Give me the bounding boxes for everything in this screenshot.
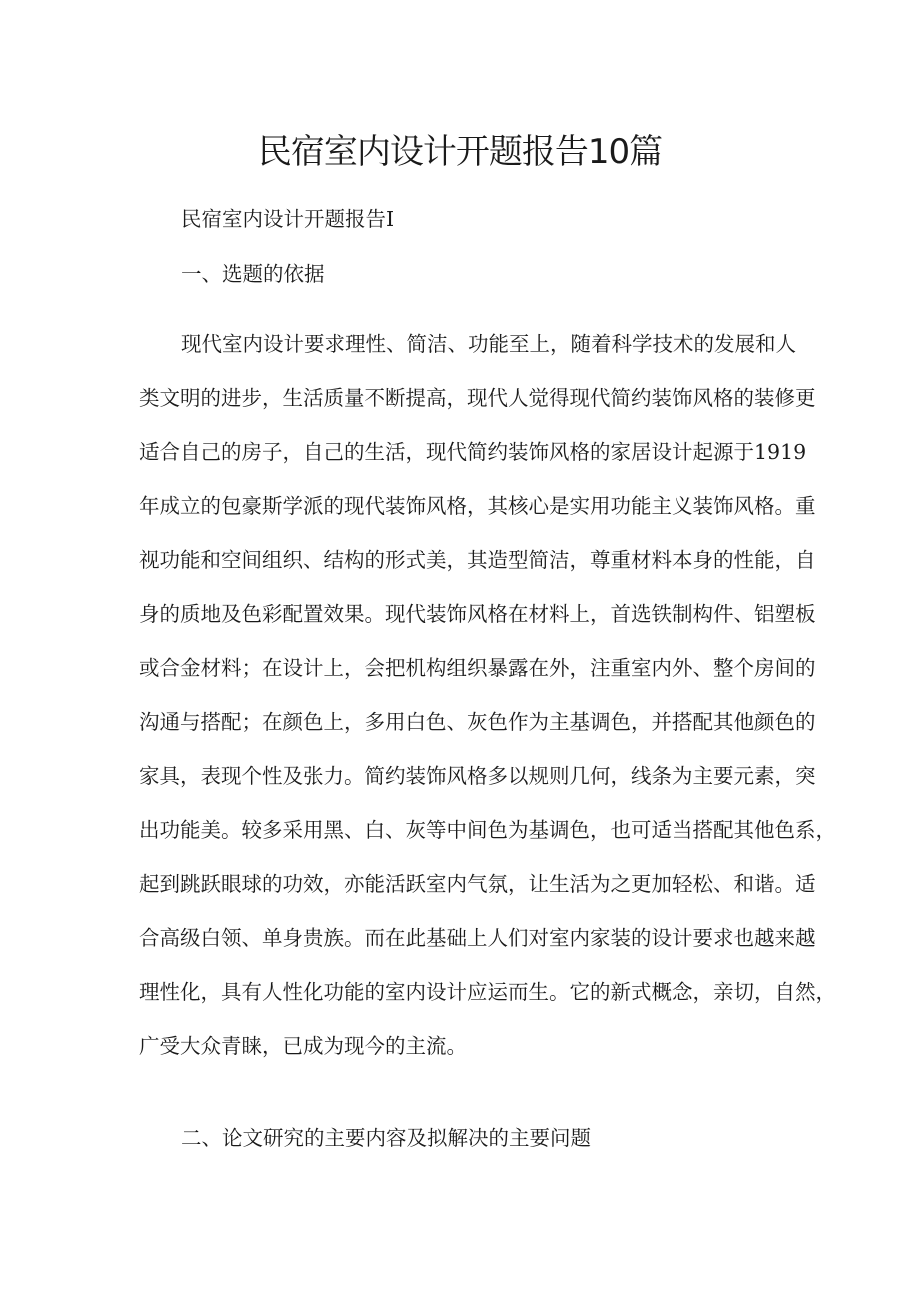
document-title: 民宿室内设计开题报告10篇 [257, 132, 663, 172]
paragraph-line: 类文明的进步，生活质量不断提高，现代人觉得现代简约装饰风格的装修更 [139, 386, 816, 410]
paragraph-line: 出功能美。较多采用黑、白、灰等中间色为基调色，也可适当搭配其他色系， [139, 818, 836, 842]
paragraph-line: 起到跳跃眼球的功效，亦能活跃室内气氛，让生活为之更加轻松、和谐。适 [139, 872, 816, 896]
paragraph-line: 理性化，具有人性化功能的室内设计应运而生。它的新式概念，亲切，自然， [139, 980, 836, 1004]
paragraph-line: 视功能和空间组织、结构的形式美，其造型简洁，尊重材料本身的性能，自 [139, 548, 816, 572]
paragraph-line: 广受大众青睐，已成为现今的主流。 [139, 1034, 467, 1058]
paragraph-line: 适合自己的房子，自己的生活，现代简约装饰风格的家居设计起源于1919 [139, 440, 807, 464]
section-heading-2: 二、论文研究的主要内容及拟解决的主要问题 [181, 1126, 591, 1150]
paragraph-line: 或合金材料；在设计上，会把机构组织暴露在外，注重室内外、整个房间的 [139, 656, 816, 680]
report-subtitle: 民宿室内设计开题报告Ⅰ [181, 207, 395, 231]
paragraph-line: 家具，表现个性及张力。简约装饰风格多以规则几何，线条为主要元素，突 [139, 764, 816, 788]
section-heading-1: 一、选题的依据 [181, 262, 325, 286]
paragraph-line: 年成立的包豪斯学派的现代装饰风格，其核心是实用功能主义装饰风格。重 [139, 494, 816, 518]
paragraph-line: 身的质地及色彩配置效果。现代装饰风格在材料上，首选铁制构件、铝塑板 [139, 602, 816, 626]
paragraph-line: 现代室内设计要求理性、简洁、功能至上，随着科学技术的发展和人 [181, 332, 796, 356]
paragraph-line: 合高级白领、单身贵族。而在此基础上人们对室内家装的设计要求也越来越 [139, 926, 816, 950]
paragraph-line: 沟通与搭配；在颜色上，多用白色、灰色作为主基调色，并搭配其他颜色的 [139, 710, 816, 734]
